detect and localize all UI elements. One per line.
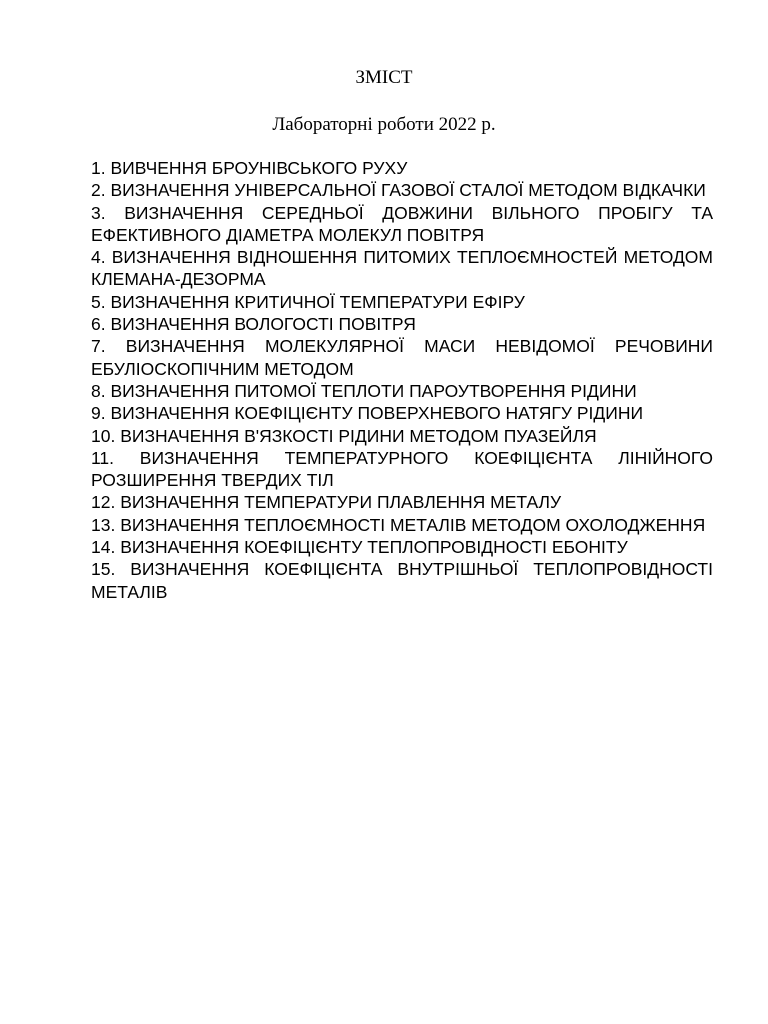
list-item: 8. ВИЗНАЧЕННЯ ПИТОМОЇ ТЕПЛОТИ ПАРОУТВОРЕННЯ РІДИНИ — [91, 380, 637, 401]
list-item: 1. ВИВЧЕННЯ БРОУНІВСЬКОГО РУХУ — [91, 158, 408, 178]
list-item: 3. ВИЗНАЧЕННЯ СЕРЕДНЬОЇ ДОВЖИНИ ВІЛЬНОГО ПРОБІГУ ТА ЕФЕКТИВНОГО ДІАМЕТРА МОЛЕКУЛ ПОВІТРЯ — [91, 202, 713, 245]
contents-list — [91, 157, 713, 603]
list-item: 14. ВИЗНАЧЕННЯ КОЕФІЦІЄНТУ ТЕПЛОПРОВІДНОСТІ ЕБОНІТУ — [91, 537, 628, 558]
list-item: 4. ВИЗНАЧЕННЯ ВІДНОШЕННЯ ПИТОМИХ ТЕПЛОЄМНОСТЕЙ МЕТОДОМ КЛЕМАНА-ДЕЗОРМА — [91, 247, 713, 290]
list-item: 15. ВИЗНАЧЕННЯ КОЕФІЦІЄНТА ВНУТРІШНЬОЇ ТЕПЛОПРОВІДНОСТІ МЕТАЛІВ — [91, 559, 713, 602]
page-title: ЗМІСТ — [355, 67, 413, 88]
list-item: 12. ВИЗНАЧЕННЯ ТЕМПЕРАТУРИ ПЛАВЛЕННЯ МЕТАЛУ — [91, 492, 562, 513]
list-item: 13. ВИЗНАЧЕННЯ ТЕПЛОЄМНОСТІ МЕТАЛІВ МЕТОДОМ ОХОЛОДЖЕННЯ — [91, 514, 706, 535]
list-item: 7. ВИЗНАЧЕННЯ МОЛЕКУЛЯРНОЇ МАСИ НЕВІДОМОЇ РЕЧОВИНИ ЕБУЛІОСКОПІЧНИМ МЕТОДОМ — [91, 336, 713, 379]
list-item: 10. ВИЗНАЧЕННЯ В'ЯЗКОСТІ РІДИНИ МЕТОДОМ ПУАЗЕЙЛЯ — [91, 425, 597, 446]
list-item: 2. ВИЗНАЧЕННЯ УНІВЕРСАЛЬНОЇ ГАЗОВОЇ СТАЛОЇ МЕТОДОМ ВІДКАЧКИ — [91, 180, 706, 201]
list-item: 5. ВИЗНАЧЕННЯ КРИТИЧНОЇ ТЕМПЕРАТУРИ ЕФІРУ — [91, 291, 525, 312]
list-item: 9. ВИЗНАЧЕННЯ КОЕФІЦІЄНТУ ПОВЕРХНЕВОГО НАТЯГУ РІДИНИ — [91, 403, 644, 424]
page-subtitle: Лабораторні роботи 2022 р. — [272, 114, 496, 135]
list-item: 11. ВИЗНАЧЕННЯ ТЕМПЕРАТУРНОГО КОЕФІЦІЄНТА ЛІНІЙНОГО РОЗШИРЕННЯ ТВЕРДИХ ТІЛ — [91, 447, 713, 491]
list-item: 6. ВИЗНАЧЕННЯ ВОЛОГОСТІ ПОВІТРЯ — [91, 314, 416, 335]
